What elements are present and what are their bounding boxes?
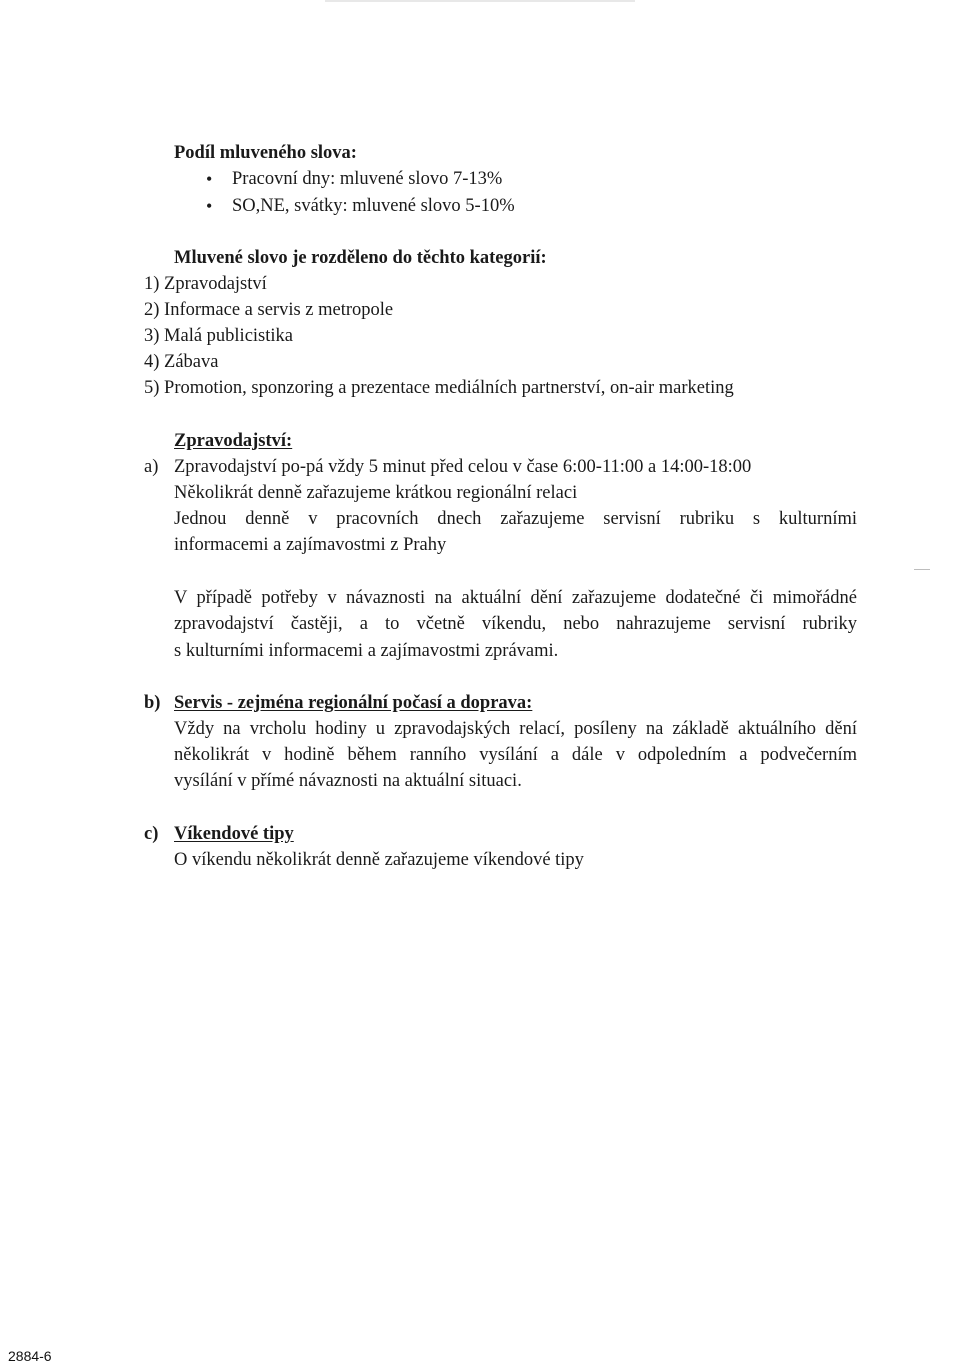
news-line: informacemi a zajímavostmi z Prahy: [174, 535, 447, 555]
bullet-item-workdays: Pracovní dny: mluvené slovo 7-13%: [232, 169, 503, 189]
page-number: 2884-6: [8, 1348, 52, 1364]
category-item: 2) Informace a servis z metropole: [144, 300, 394, 320]
news-line: Několikrát denně zařazujeme krátkou regionální relaci: [174, 483, 578, 503]
news-line: Zpravodajství po-pá vždy 5 minut před celou v čase 6:00-11:00 a 14:00-18:00: [174, 457, 752, 477]
news-line-justified: Jednou denně v pracovních dnech zařazujeme servisní rubriku s kulturními: [174, 509, 857, 529]
section-marker-b: b): [144, 693, 161, 713]
news-extra-line-justified: zpravodajství častěji, a to včetně víkendu, nebo nahrazujeme servisní rubriky: [174, 614, 857, 634]
service-line-justified: Vždy na vrcholu hodiny u zpravodajských relací, posíleny na základě aktuálního dění: [174, 719, 857, 739]
category-item: 4) Zábava: [144, 352, 219, 372]
section-marker-a: a): [144, 457, 159, 477]
service-line: vysílání v přímé návaznosti na aktuální situaci.: [174, 771, 522, 791]
category-item: 5) Promotion, sponzoring a prezentace mediálních partnerství, on-air marketing: [144, 378, 734, 398]
weekend-heading: Víkendové tipy: [174, 824, 294, 844]
service-line-justified: několikrát v hodině během ranního vysílání a dále v odpoledním a podvečerním: [174, 745, 857, 765]
spoken-word-share-heading: Podíl mluveného slova:: [174, 143, 357, 163]
category-item: 1) Zpravodajství: [144, 274, 267, 294]
bullet-icon: •: [206, 169, 213, 189]
bullet-icon: •: [206, 196, 213, 216]
bullet-item-weekends: SO,NE, svátky: mluvené slovo 5-10%: [232, 196, 515, 216]
service-heading: Servis - zejména regionální počasí a doprava:: [174, 693, 533, 713]
category-item: 3) Malá publicistika: [144, 326, 293, 346]
weekend-line: O víkendu několikrát denně zařazujeme víkendové tipy: [174, 850, 584, 870]
scan-artifact-mark: [914, 569, 930, 570]
scan-artifact-line: [325, 0, 635, 2]
news-extra-line: s kulturními informacemi a zajímavostmi zprávami.: [174, 641, 559, 661]
news-heading: Zpravodajství:: [174, 431, 293, 451]
news-extra-line-justified: V případě potřeby v návaznosti na aktuální dění zařazujeme dodatečné či mimořádné: [174, 588, 857, 608]
section-marker-c: c): [144, 824, 159, 844]
categories-heading: Mluvené slovo je rozděleno do těchto kategorií:: [174, 248, 547, 268]
